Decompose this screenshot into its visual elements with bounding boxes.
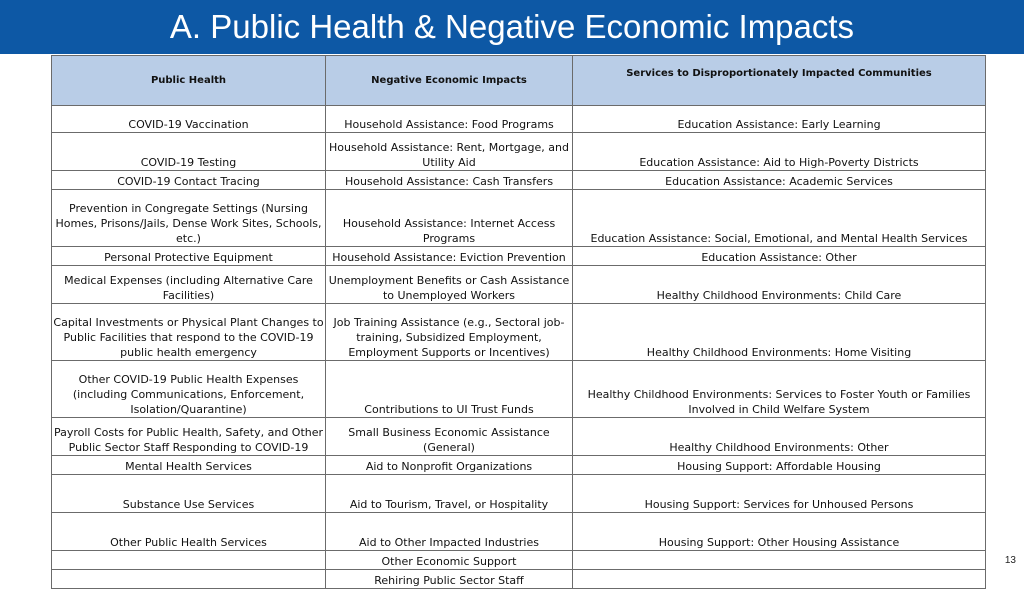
public-health-cell — [52, 570, 326, 589]
negative-economic-impacts-cell: Household Assistance: Rent, Mortgage, and Utility Aid — [326, 133, 573, 171]
negative-economic-impacts-cell: Aid to Nonprofit Organizations — [326, 456, 573, 475]
negative-economic-impacts-cell: Aid to Other Impacted Industries — [326, 513, 573, 551]
services-cell: Healthy Childhood Environments: Services to Foster Youth or Families Involved in Child Welfare System — [573, 361, 986, 418]
negative-economic-impacts-cell: Job Training Assistance (e.g., Sectoral job-training, Subsidized Employment, Employment Supports or Incentives) — [326, 304, 573, 361]
table-row — [52, 551, 986, 570]
public-health-cell — [52, 551, 326, 570]
table-header-row — [52, 56, 986, 106]
services-cell: Housing Support: Affordable Housing — [573, 456, 986, 475]
table-row — [52, 456, 986, 475]
table-row — [52, 133, 986, 171]
page-number: 13 — [1004, 555, 1016, 566]
services-cell: Housing Support: Services for Unhoused Persons — [573, 475, 986, 513]
public-health-cell: COVID-19 Testing — [52, 133, 326, 171]
services-cell: Housing Support: Other Housing Assistance — [573, 513, 986, 551]
public-health-cell: Capital Investments or Physical Plant Changes to Public Facilities that respond to the COVID-19 public health emergency — [52, 304, 326, 361]
negative-economic-impacts-cell: Household Assistance: Food Programs — [326, 106, 573, 133]
negative-economic-impacts-cell: Rehiring Public Sector Staff — [326, 570, 573, 589]
table-row — [52, 266, 986, 304]
negative-economic-impacts-cell: Household Assistance: Eviction Prevention — [326, 247, 573, 266]
negative-economic-impacts-cell: Household Assistance: Cash Transfers — [326, 171, 573, 190]
services-cell: Education Assistance: Social, Emotional, and Mental Health Services — [573, 190, 986, 247]
table-row — [52, 475, 986, 513]
table-row — [52, 171, 986, 190]
negative-economic-impacts-cell: Contributions to UI Trust Funds — [326, 361, 573, 418]
public-health-cell: Prevention in Congregate Settings (Nursing Homes, Prisons/Jails, Dense Work Sites, Schools, etc.) — [52, 190, 326, 247]
public-health-cell: Payroll Costs for Public Health, Safety, and Other Public Sector Staff Responding to COVID-19 — [52, 418, 326, 456]
services-cell: Education Assistance: Academic Services — [573, 171, 986, 190]
services-cell: Healthy Childhood Environments: Child Care — [573, 266, 986, 304]
negative-economic-impacts-cell: Aid to Tourism, Travel, or Hospitality — [326, 475, 573, 513]
table-row — [52, 190, 986, 247]
public-health-cell: COVID-19 Contact Tracing — [52, 171, 326, 190]
table-row — [52, 570, 986, 589]
negative-economic-impacts-cell: Unemployment Benefits or Cash Assistance to Unemployed Workers — [326, 266, 573, 304]
public-health-cell: Other Public Health Services — [52, 513, 326, 551]
services-cell: Education Assistance: Early Learning — [573, 106, 986, 133]
services-cell: Healthy Childhood Environments: Home Visiting — [573, 304, 986, 361]
public-health-cell: Mental Health Services — [52, 456, 326, 475]
table-row — [52, 513, 986, 551]
page-title: A. Public Health & Negative Economic Impacts — [169, 7, 855, 45]
services-column-header: Services to Disproportionately Impacted Communities — [573, 56, 986, 106]
negative-economic-impacts-cell: Other Economic Support — [326, 551, 573, 570]
table-row — [52, 361, 986, 418]
negative-economic-impacts-cell: Household Assistance: Internet Access Programs — [326, 190, 573, 247]
services-cell — [573, 570, 986, 589]
public-health-cell: Substance Use Services — [52, 475, 326, 513]
public-health-column-header: Public Health — [52, 56, 326, 106]
public-health-cell: Other COVID-19 Public Health Expenses (including Communications, Enforcement, Isolation/Quarantine) — [52, 361, 326, 418]
table-row — [52, 418, 986, 456]
services-cell: Education Assistance: Other — [573, 247, 986, 266]
table-row — [52, 106, 986, 133]
services-cell: Healthy Childhood Environments: Other — [573, 418, 986, 456]
negative-economic-impacts-cell: Small Business Economic Assistance (General) — [326, 418, 573, 456]
public-health-cell: COVID-19 Vaccination — [52, 106, 326, 133]
services-cell — [573, 551, 986, 570]
negative-economic-impacts-column-header: Negative Economic Impacts — [326, 56, 573, 106]
table-row — [52, 247, 986, 266]
public-health-cell: Medical Expenses (including Alternative Care Facilities) — [52, 266, 326, 304]
eligible-uses-table — [51, 55, 986, 589]
services-cell: Education Assistance: Aid to High-Poverty Districts — [573, 133, 986, 171]
table-row — [52, 304, 986, 361]
public-health-cell: Personal Protective Equipment — [52, 247, 326, 266]
